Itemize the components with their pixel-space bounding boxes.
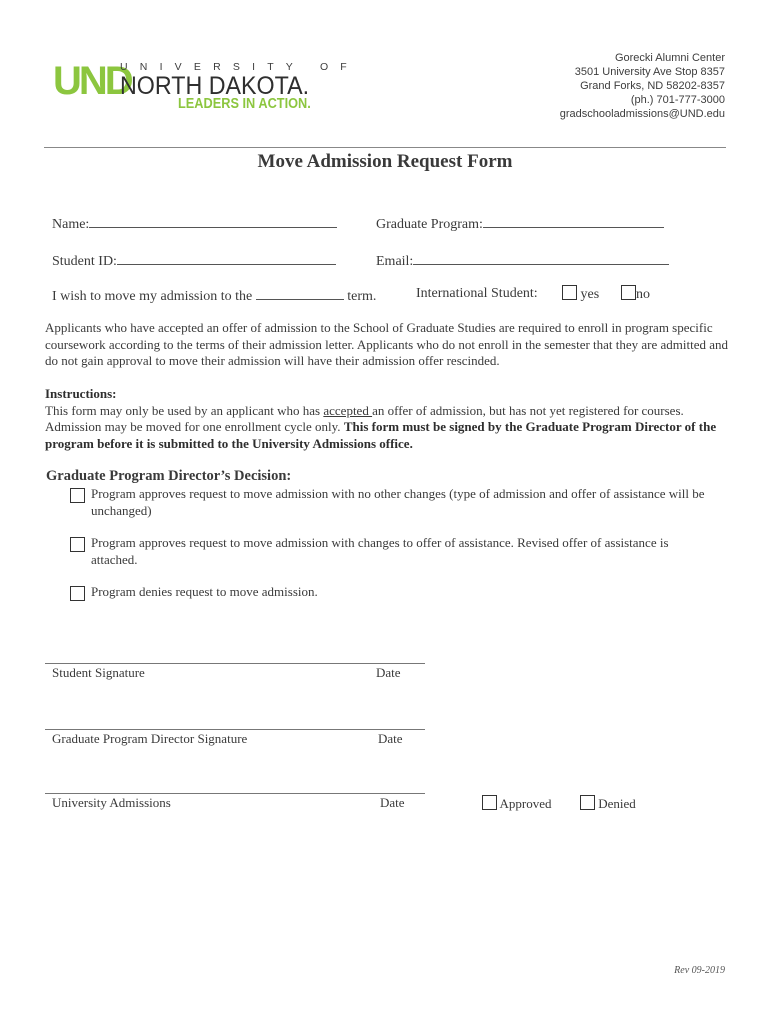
denied-label: Denied [598, 796, 636, 811]
move-term-suffix: term. [347, 289, 377, 304]
address-phone: (ph.) 701-777-3000 [630, 94, 725, 106]
deny-checkbox[interactable] [70, 586, 85, 601]
denied-checkbox[interactable] [580, 795, 595, 810]
admissions-date-label: Date [380, 795, 405, 810]
address-line: 3501 University Ave Stop 8357 [574, 66, 725, 78]
student-id-label: Student ID: [52, 254, 117, 269]
international-student-label: International Student: [416, 286, 538, 301]
move-term-field[interactable] [52, 285, 376, 306]
email-field[interactable] [376, 250, 669, 271]
decision-heading: Graduate Program Director’s Decision: [46, 468, 292, 484]
approved-label: Approved [499, 796, 552, 811]
email-input-line[interactable] [413, 250, 669, 265]
instructions-text: This form may only be used by an applicant who has accepted an offer of admission, but has not yet registered for courses. Admission may be moved for one enrollment cycle only. This form must be signed by the Graduate Program Director of the program before it is submitted to the University Admissions office. [45, 402, 717, 451]
student-id-field[interactable] [52, 250, 336, 271]
name-field[interactable] [52, 213, 337, 234]
approved-option[interactable] [482, 795, 552, 812]
decision-option-approve[interactable] [70, 486, 710, 519]
logo-tagline: LEADERS IN ACTION. [178, 96, 311, 112]
address-line: Gorecki Alumni Center [614, 52, 725, 64]
student-date-label: Date [376, 665, 401, 680]
address-email[interactable]: gradschooladmissions@UND.edu [559, 108, 725, 120]
instructions-block [45, 386, 730, 452]
decision-option-label: Program denies request to move admission. [91, 584, 318, 599]
student-signature-label: Student Signature [52, 665, 145, 680]
no-checkbox[interactable] [621, 285, 636, 300]
student-signature-line[interactable] [45, 663, 425, 664]
move-term-prefix: I wish to move my admission to the [52, 289, 253, 304]
director-date-label: Date [378, 731, 403, 746]
director-signature-line[interactable] [45, 729, 425, 730]
name-input-line[interactable] [89, 213, 337, 228]
page-title: Move Admission Request Form [257, 151, 513, 172]
enrollment-notice: Applicants who have accepted an offer of admission to the School of Graduate Studies are required to enroll in program specific coursework according to the terms of their admission letter. Applicants who do not enroll in the semester that they are admitted and do not gain approval to move their admission will have their admission offer rescinded. [45, 320, 729, 369]
denied-option[interactable] [580, 795, 636, 812]
email-label: Email: [376, 254, 414, 269]
term-input-line[interactable] [256, 285, 344, 300]
no-label: no [636, 287, 650, 302]
approve-with-changes-checkbox[interactable] [70, 537, 85, 552]
student-id-input-line[interactable] [117, 250, 336, 265]
yes-label: yes [580, 287, 600, 302]
logo-university-of: UNIVERSITY OF [120, 61, 359, 73]
intl-yes-option[interactable] [562, 285, 599, 304]
director-signature-label: Graduate Program Director Signature [52, 731, 248, 746]
admissions-signature-line[interactable] [45, 793, 425, 794]
name-label: Name: [52, 217, 90, 232]
graduate-program-field[interactable] [376, 213, 664, 234]
logo-north-dakota: NORTH DAKOTA. [120, 72, 310, 100]
approved-checkbox[interactable] [482, 795, 497, 810]
graduate-program-input-line[interactable] [483, 213, 664, 228]
approve-no-changes-checkbox[interactable] [70, 488, 85, 503]
yes-checkbox[interactable] [562, 285, 577, 300]
decision-option-deny[interactable] [70, 584, 710, 601]
decision-option-label: Program approves request to move admission with changes to offer of assistance. Revised offer of assistance is attached. [91, 535, 669, 567]
instructions-heading: Instructions: [45, 386, 117, 401]
header-divider [44, 147, 726, 148]
intl-no-option[interactable] [621, 285, 650, 304]
revision-label: Rev 09-2019 [674, 965, 725, 976]
decision-option-label: Program approves request to move admission with no other changes (type of admission and offer of assistance will be unchanged) [91, 486, 705, 518]
address-block [560, 51, 725, 121]
admissions-signature-label: University Admissions [52, 795, 171, 810]
address-line: Grand Forks, ND 58202-8357 [580, 80, 725, 92]
decision-option-approve-changes[interactable] [70, 535, 710, 568]
graduate-program-label: Graduate Program: [376, 217, 483, 232]
und-logo-mark: UND [53, 59, 131, 103]
